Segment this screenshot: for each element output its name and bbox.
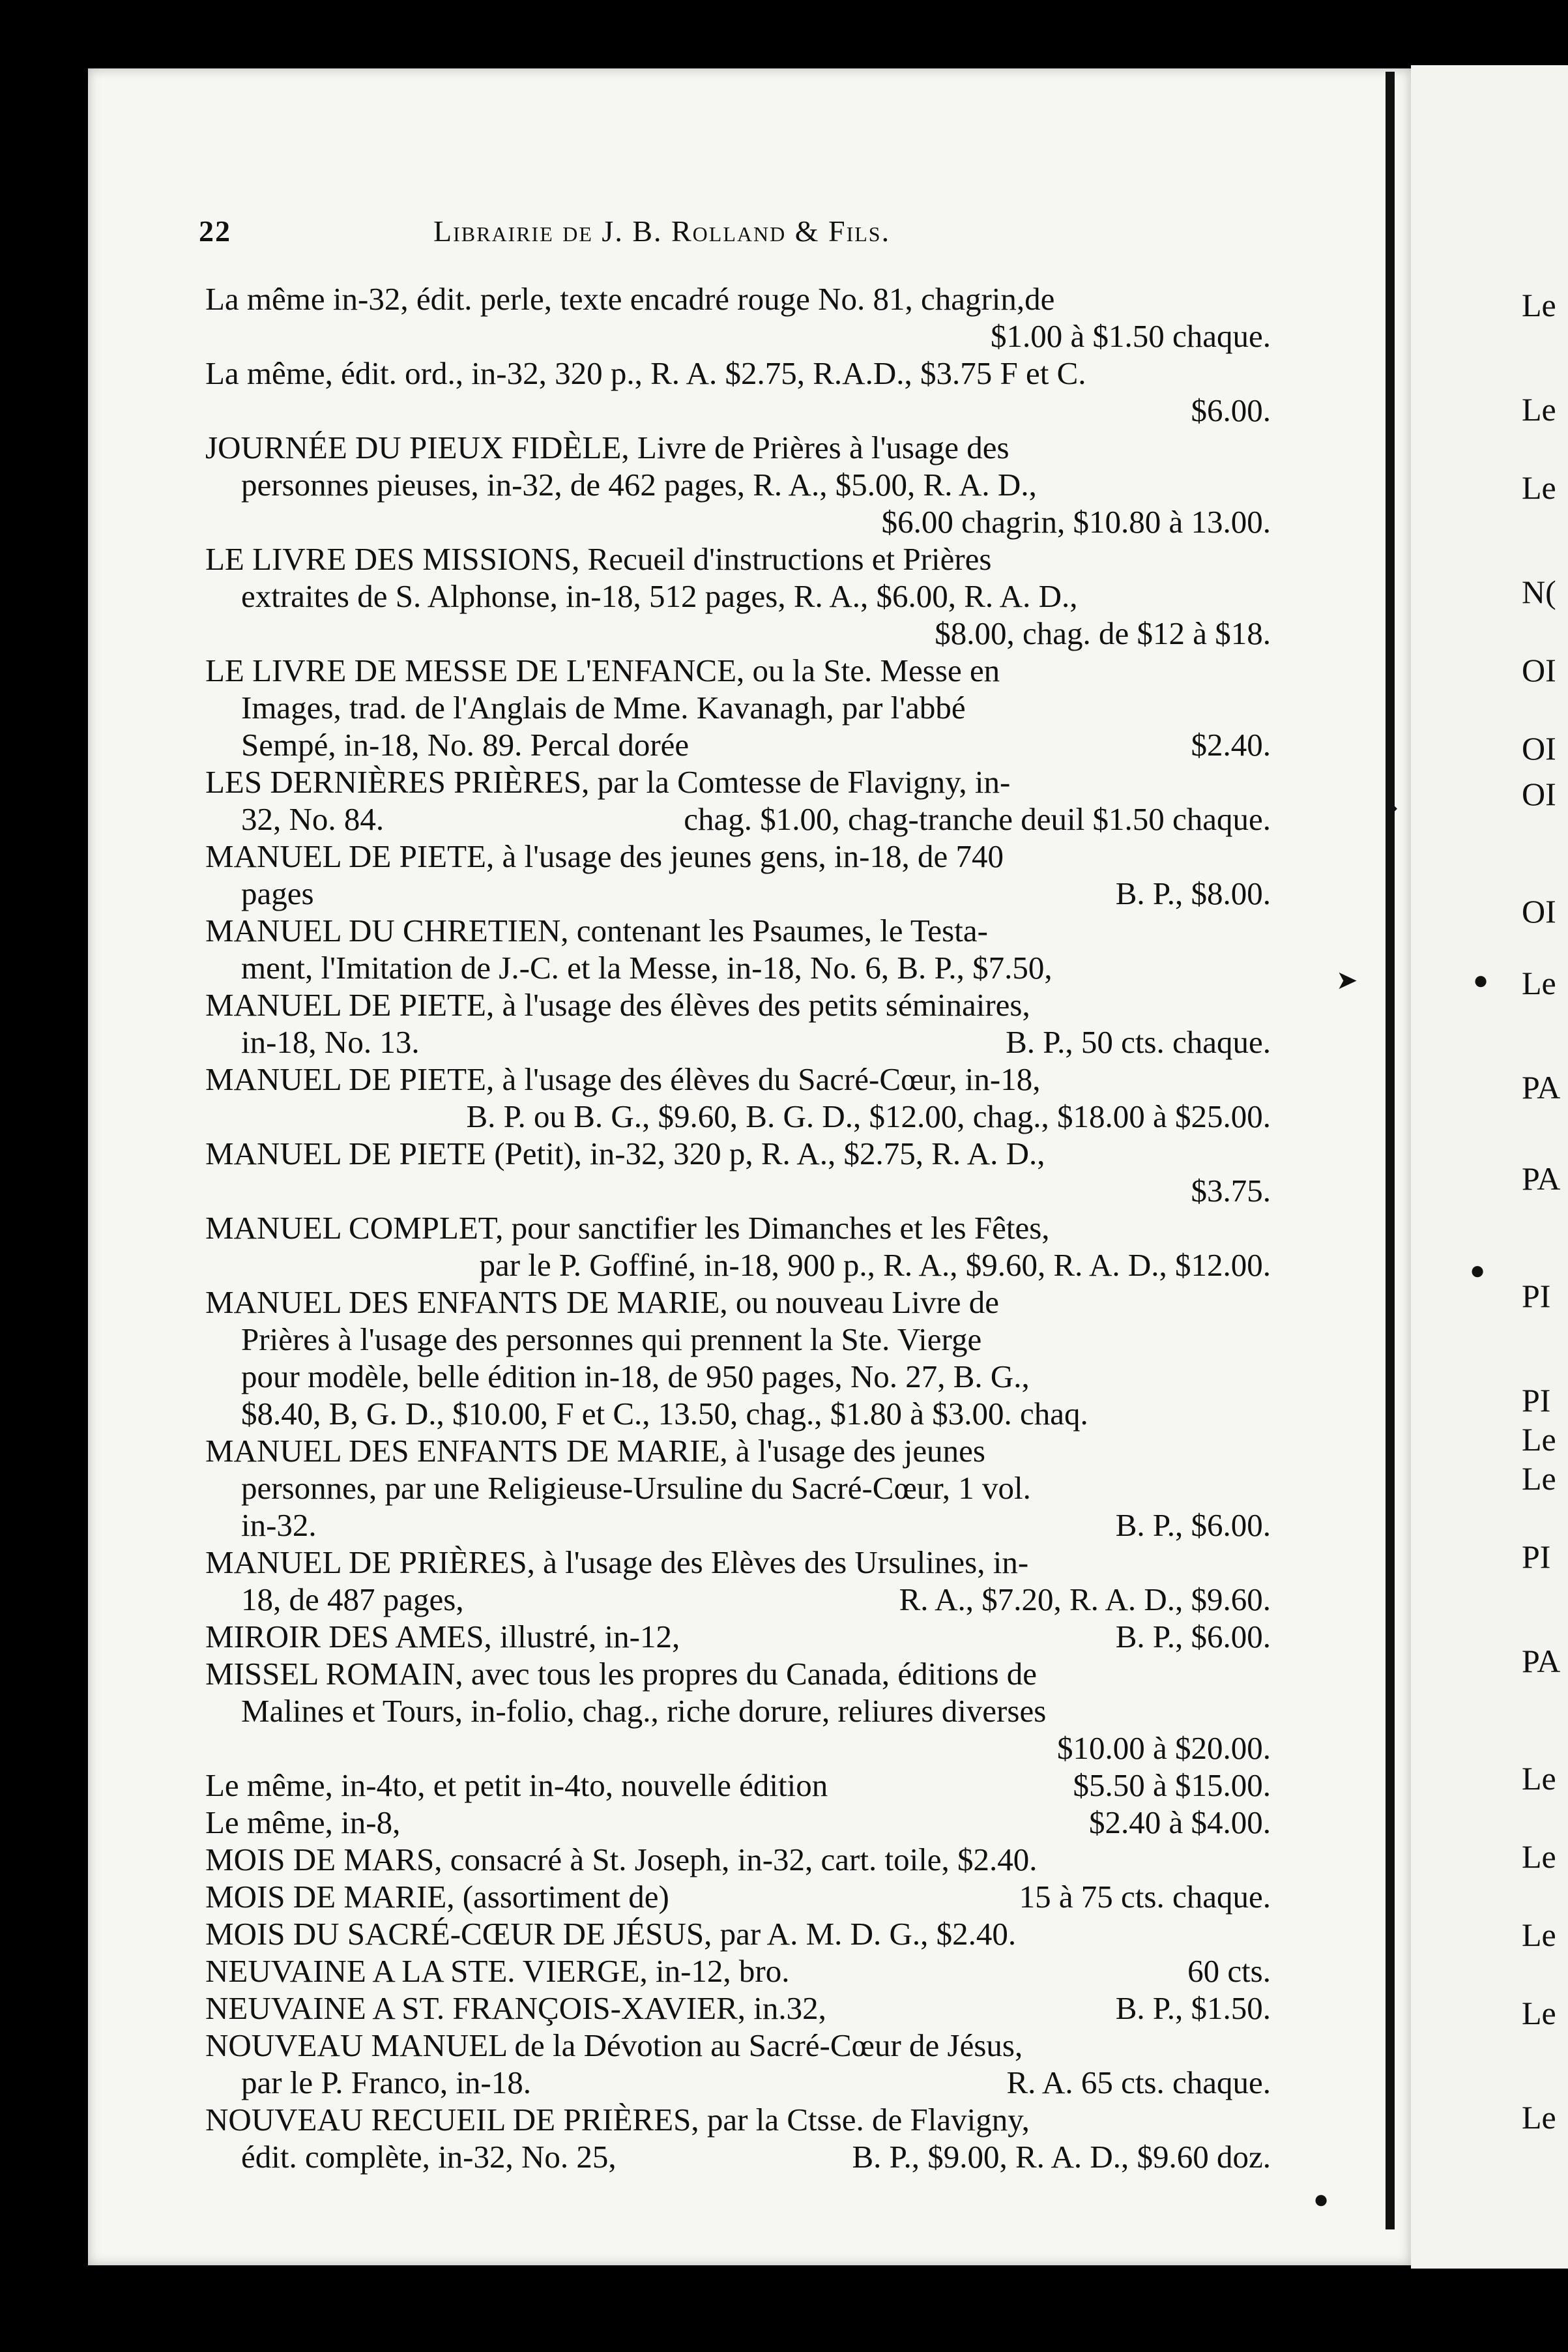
- catalog-entry: [205, 1804, 1271, 1841]
- facing-page-fragment: Le: [1522, 1917, 1556, 1953]
- facing-page-fragment: Le: [1522, 1838, 1556, 1875]
- line-text: Malines et Tours, in-folio, chag., riche dorure, reliures diverses: [241, 1693, 1047, 1729]
- entry-line: [205, 392, 1271, 429]
- entry-line: [205, 466, 1271, 503]
- line-text: MANUEL DES ENFANTS DE MARIE, ou nouveau Livre de: [205, 1284, 1000, 1320]
- line-text: NOUVEAU RECUEIL DE PRIÈRES, par la Ctsse. de Flavigny,: [205, 2102, 1030, 2138]
- entry-line: [205, 1544, 1271, 1581]
- line-text: LE LIVRE DES MISSIONS, Recueil d'instructions et Prières: [205, 541, 992, 577]
- line-text: pour modèle, belle édition in-18, de 950 pages, No. 27, B. G.,: [241, 1359, 1030, 1394]
- line-text: par le P. Franco, in-18.: [241, 2065, 531, 2100]
- catalog-entry: [205, 1878, 1271, 1915]
- line-text: JOURNÉE DU PIEUX FIDÈLE, Livre de Prières à l'usage des: [205, 430, 1009, 465]
- facing-page-fragment: PI: [1522, 1278, 1551, 1314]
- entry-line: [205, 838, 1271, 875]
- entry-line: [205, 578, 1271, 615]
- line-text: MANUEL DE PIETE (Petit), in-32, 320 p, R. A., $2.75, R. A. D.,: [205, 1136, 1045, 1171]
- catalog-entry: [205, 1284, 1271, 1432]
- line-text: $3.75.: [1191, 1173, 1271, 1209]
- catalog-entry: [205, 1209, 1271, 1284]
- line-text: par le P. Goffiné, in-18, 900 p., R. A., $9.60, R. A. D., $12.00.: [479, 1247, 1271, 1283]
- entry-line: [205, 1952, 1271, 1990]
- catalog-entry: [205, 355, 1271, 429]
- line-price: B. P., 50 cts. chaque.: [1006, 1024, 1271, 1060]
- line-price: $2.40.: [1191, 727, 1271, 763]
- line-price: $2.40 à $4.00.: [1089, 1804, 1271, 1840]
- catalog-entry: [205, 1990, 1271, 2027]
- entry-line: [205, 280, 1271, 317]
- catalog-entry: [205, 652, 1271, 763]
- catalog-entry: [205, 838, 1271, 912]
- catalog-entry: [205, 1952, 1271, 1990]
- entry-line: [205, 1246, 1271, 1284]
- line-text: édit. complète, in-32, No. 25,: [241, 2139, 617, 2175]
- catalog-listing: [205, 280, 1271, 2175]
- entry-line: [205, 1358, 1271, 1395]
- line-text: ment, l'Imitation de J.-C. et la Messe, in-18, No. 6, B. P., $7.50,: [241, 950, 1053, 986]
- line-text: Sempé, in-18, No. 89. Percal dorée: [241, 727, 690, 763]
- entry-line: [205, 429, 1271, 466]
- line-text: LES DERNIÈRES PRIÈRES, par la Comtesse de Flavigny, in-: [205, 764, 1011, 800]
- line-text: $8.40, B, G. D., $10.00, F et C., 13.50, chag., $1.80 à $3.00. chaq.: [241, 1396, 1088, 1432]
- facing-page-fragment: Le: [1522, 965, 1556, 1001]
- facing-page-fragment: OI: [1522, 893, 1556, 930]
- facing-page-fragment: Le: [1522, 391, 1556, 428]
- page-header: [199, 214, 1294, 253]
- line-price: R. A. 65 cts. chaque.: [1006, 2065, 1271, 2100]
- catalog-entry: [205, 986, 1271, 1061]
- line-text: NEUVAINE A LA STE. VIERGE, in-12, bro.: [205, 1953, 790, 1989]
- catalog-entry: [205, 763, 1271, 838]
- catalog-entry: [205, 540, 1271, 652]
- gutter-mark: ●: [1470, 1256, 1486, 1285]
- entry-line: [205, 1729, 1271, 1767]
- entry-line: [205, 726, 1271, 763]
- entry-line: [205, 317, 1271, 355]
- line-text: La même in-32, édit. perle, texte encadré rouge No. 81, chagrin,de: [205, 281, 1055, 317]
- catalog-entry: [205, 1135, 1271, 1209]
- entry-line: [205, 1692, 1271, 1729]
- running-title: Librairie de J. B. Rolland & Fils.: [433, 214, 891, 248]
- entry-line: [205, 540, 1271, 578]
- catalog-entry: [205, 1767, 1271, 1804]
- line-text: B. P. ou B. G., $9.60, B. G. D., $12.00, chag., $18.00 à $25.00.: [466, 1098, 1271, 1134]
- entry-line: [205, 2064, 1271, 2101]
- entry-line: [205, 986, 1271, 1023]
- line-text: MISSEL ROMAIN, avec tous les propres du Canada, éditions de: [205, 1656, 1038, 1692]
- catalog-entry: [205, 429, 1271, 540]
- entry-line: [205, 1804, 1271, 1841]
- entry-line: [205, 1321, 1271, 1358]
- line-text: MANUEL DE PIETE, à l'usage des élèves des petits séminaires,: [205, 987, 1030, 1023]
- line-price: B. P., $8.00.: [1115, 875, 1271, 911]
- entry-line: [205, 1767, 1271, 1804]
- line-text: extraites de S. Alphonse, in-18, 512 pages, R. A., $6.00, R. A. D.,: [241, 578, 1078, 614]
- line-price: 60 cts.: [1187, 1953, 1271, 1989]
- catalog-entry: [205, 912, 1271, 986]
- facing-page-fragment: PA: [1522, 1160, 1561, 1197]
- entry-line: [205, 1395, 1271, 1432]
- catalog-entry: [205, 1061, 1271, 1135]
- line-price: $5.50 à $15.00.: [1073, 1767, 1271, 1803]
- gutter-mark: ➤: [1336, 965, 1358, 995]
- line-text: MANUEL DE PIETE, à l'usage des jeunes gens, in-18, de 740: [205, 838, 1004, 874]
- catalog-entry: [205, 1915, 1271, 1952]
- gutter-mark: ⬩: [1388, 793, 1398, 822]
- line-text: La même, édit. ord., in-32, 320 p., R. A. $2.75, R.A.D., $3.75 F et C.: [205, 355, 1086, 391]
- facing-page-fragment: PA: [1522, 1069, 1561, 1106]
- facing-page-fragment: PI: [1522, 1382, 1551, 1419]
- entry-line: [205, 1618, 1271, 1655]
- line-text: Le même, in-8,: [205, 1804, 401, 1840]
- catalog-entry: [205, 1432, 1271, 1544]
- entry-line: [205, 763, 1271, 801]
- line-text: Le même, in-4to, et petit in-4to, nouvelle édition: [205, 1767, 828, 1803]
- catalog-entry: [205, 2027, 1271, 2101]
- line-text: in-32.: [241, 1507, 317, 1543]
- line-text: MOIS DE MARIE, (assortiment de): [205, 1879, 669, 1915]
- entry-line: [205, 949, 1271, 986]
- facing-page-fragment: Le: [1522, 1421, 1556, 1458]
- entry-line: [205, 1432, 1271, 1469]
- line-text: MANUEL COMPLET, pour sanctifier les Dimanches et les Fêtes,: [205, 1210, 1050, 1246]
- entry-line: [205, 1581, 1271, 1618]
- entry-line: [205, 652, 1271, 689]
- entry-line: [205, 503, 1271, 540]
- line-price: B. P., $6.00.: [1115, 1507, 1271, 1543]
- line-text: 32, No. 84.: [241, 801, 385, 837]
- line-text: $1.00 à $1.50 chaque.: [991, 318, 1271, 354]
- catalog-entry: [205, 1618, 1271, 1655]
- line-text: MOIS DU SACRÉ-CŒUR DE JÉSUS, par A. M. D. G., $2.40.: [205, 1916, 1017, 1952]
- entry-line: [205, 912, 1271, 949]
- line-text: pages: [241, 875, 314, 911]
- line-price: R. A., $7.20, R. A. D., $9.60.: [899, 1581, 1271, 1617]
- facing-page-fragment: Le: [1522, 2099, 1556, 2136]
- facing-page-fragment: OI: [1522, 730, 1556, 767]
- entry-line: [205, 1655, 1271, 1692]
- entry-line: [205, 1469, 1271, 1507]
- catalog-entry: [205, 2101, 1271, 2175]
- facing-page-fragment: PA: [1522, 1643, 1561, 1679]
- line-price: B. P., $6.00.: [1115, 1619, 1271, 1654]
- entry-line: [205, 2101, 1271, 2138]
- line-text: $6.00.: [1191, 392, 1271, 428]
- line-price: chag. $1.00, chag-tranche deuil $1.50 chaque.: [684, 801, 1271, 837]
- entry-line: [205, 1990, 1271, 2027]
- line-text: $8.00, chag. de $12 à $18.: [935, 615, 1271, 651]
- line-text: MOIS DE MARS, consacré à St. Joseph, in-32, cart. toile, $2.40.: [205, 1842, 1038, 1877]
- line-price: B. P., $1.50.: [1115, 1990, 1271, 2026]
- line-text: $6.00 chagrin, $10.80 à 13.00.: [881, 504, 1271, 540]
- entry-line: [205, 1915, 1271, 1952]
- entry-line: [205, 1098, 1271, 1135]
- line-text: NOUVEAU MANUEL de la Dévotion au Sacré-Cœur de Jésus,: [205, 2027, 1023, 2063]
- entry-line: [205, 1507, 1271, 1544]
- catalog-entry: [205, 280, 1271, 355]
- line-text: MANUEL DES ENFANTS DE MARIE, à l'usage des jeunes: [205, 1433, 985, 1469]
- line-text: Images, trad. de l'Anglais de Mme. Kavanagh, par l'abbé: [241, 690, 966, 726]
- book-gutter: [1386, 72, 1398, 2229]
- line-text: Prières à l'usage des personnes qui prennent la Ste. Vierge: [241, 1321, 982, 1357]
- entry-line: [205, 1061, 1271, 1098]
- page-number: 22: [199, 214, 231, 248]
- facing-page-fragment: Le: [1522, 1995, 1556, 2031]
- entry-line: [205, 2138, 1271, 2175]
- facing-page-fragment: Le: [1522, 469, 1556, 506]
- line-text: personnes pieuses, in-32, de 462 pages, R. A., $5.00, R. A. D.,: [241, 467, 1037, 503]
- line-price: 15 à 75 cts. chaque.: [1019, 1879, 1271, 1915]
- entry-line: [205, 1209, 1271, 1246]
- entry-line: [205, 615, 1271, 652]
- line-text: NEUVAINE A ST. FRANÇOIS-XAVIER, in.32,: [205, 1990, 826, 2026]
- facing-page-fragment: OI: [1522, 652, 1556, 688]
- entry-line: [205, 875, 1271, 912]
- entry-line: [205, 1023, 1271, 1061]
- line-text: LE LIVRE DE MESSE DE L'ENFANCE, ou la Ste. Messe en: [205, 653, 1000, 688]
- catalog-entry: [205, 1544, 1271, 1618]
- line-text: 18, de 487 pages,: [241, 1581, 464, 1617]
- entry-line: [205, 1841, 1271, 1878]
- facing-page-fragment: PI: [1522, 1538, 1551, 1575]
- line-price: B. P., $9.00, R. A. D., $9.60 doz.: [852, 2139, 1271, 2175]
- line-text: MANUEL DU CHRETIEN, contenant les Psaumes, le Testa-: [205, 913, 988, 948]
- catalog-entry: [205, 1655, 1271, 1767]
- facing-page-fragment: N(: [1522, 574, 1556, 610]
- line-text: $10.00 à $20.00.: [1057, 1730, 1271, 1766]
- facing-page-fragment: OI: [1522, 776, 1556, 812]
- entry-line: [205, 2027, 1271, 2064]
- facing-page-fragment: Le: [1522, 1460, 1556, 1497]
- gutter-mark: ●: [1473, 965, 1489, 995]
- facing-page-fragment: Le: [1522, 287, 1556, 323]
- entry-line: [205, 1135, 1271, 1172]
- facing-page-fragment: Le: [1522, 1760, 1556, 1797]
- entry-line: [205, 355, 1271, 392]
- line-text: MIROIR DES AMES, illustré, in-12,: [205, 1619, 680, 1654]
- line-text: MANUEL DE PRIÈRES, à l'usage des Elèves des Ursulines, in-: [205, 1544, 1029, 1580]
- line-text: MANUEL DE PIETE, à l'usage des élèves du Sacré-Cœur, in-18,: [205, 1061, 1041, 1097]
- line-text: personnes, par une Religieuse-Ursuline du Sacré-Cœur, 1 vol.: [241, 1470, 1031, 1506]
- entry-line: [205, 1172, 1271, 1209]
- catalog-entry: [205, 1841, 1271, 1878]
- entry-line: [205, 1878, 1271, 1915]
- entry-line: [205, 1284, 1271, 1321]
- entry-line: [205, 689, 1271, 726]
- line-text: in-18, No. 13.: [241, 1024, 420, 1060]
- entry-line: [205, 801, 1271, 838]
- gutter-mark: ●: [1313, 2184, 1329, 2214]
